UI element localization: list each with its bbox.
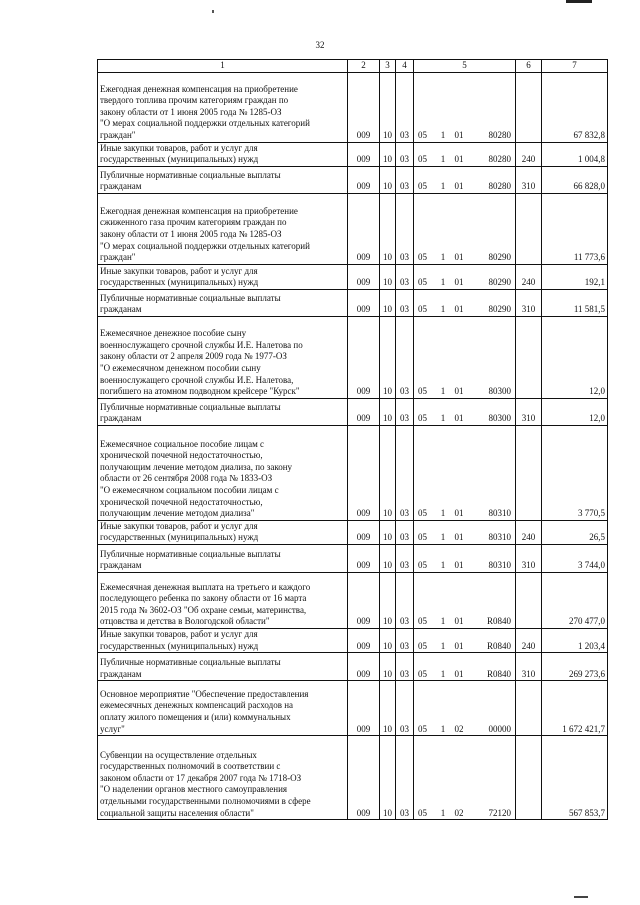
ministry-code: 009	[348, 425, 380, 520]
row-description: Ежемесячное социальное пособие лицам с хронической почечной недостаточностью, получающим лечение методом диализа, по закону области от 26 сентября 2008 года № 1833-ОЗ "О ежемесячном социальном пособии лицам с хронической почечной недостаточностью, получающим лечение методом диализа"	[98, 425, 348, 520]
target-article-code	[414, 520, 516, 544]
target-article-parts	[416, 508, 513, 520]
ministry-code: 009	[348, 72, 380, 142]
code-part: 05	[418, 252, 427, 263]
code-part: 01	[454, 532, 464, 543]
code-part: 80310	[488, 560, 511, 571]
code-part: 05	[418, 130, 427, 140]
row-description: Публичные нормативные социальные выплаты гражданам	[98, 653, 348, 681]
amount-value: 269 273,6	[542, 653, 608, 681]
code-part: 01	[454, 252, 464, 263]
section-code: 10	[380, 544, 396, 572]
code-part: 05	[418, 616, 427, 627]
code-part: 05	[418, 181, 427, 192]
code-part: 80310	[488, 532, 511, 543]
code-part: 1	[440, 304, 446, 315]
row-description: Иные закупки товаров, работ и услуг для государственных (муниципальных) нужд	[98, 264, 348, 289]
code-part: 01	[454, 154, 464, 165]
target-article-parts	[416, 130, 513, 142]
row-description: Субвенции на осуществление отдельных государственных полномочий в соответствии с законом области от 17 декабря 2007 года № 1718-ОЗ "О наделении органов местного самоуправления отдельными государственными полномочиями в сфере социальной защиты населения области"	[98, 736, 348, 820]
target-article-code	[414, 289, 516, 316]
table-row	[98, 425, 608, 520]
row-description: Иные закупки товаров, работ и услуг для государственных (муниципальных) нужд	[98, 520, 348, 544]
expense-type-code	[516, 736, 542, 820]
code-part: 1	[440, 413, 446, 424]
ministry-code: 009	[348, 544, 380, 572]
subsection-code: 03	[396, 72, 414, 142]
code-part: 1	[440, 130, 446, 140]
expense-type-code: 240	[516, 520, 542, 544]
code-part: 1	[440, 640, 446, 651]
row-description: Ежегодная денежная компенсация на приобретение твердого топлива прочим категориям граждан по закону области от 1 июня 2005 года № 1285-ОЗ "О мерах социальной поддержки отдельных категорий граждан"	[98, 72, 348, 142]
section-code: 10	[380, 193, 396, 264]
table-row	[98, 142, 608, 166]
target-article-parts	[416, 386, 513, 398]
code-part: 1	[440, 807, 446, 818]
ministry-code: 009	[348, 264, 380, 289]
ministry-code: 009	[348, 572, 380, 628]
table-row	[98, 653, 608, 681]
target-article-parts	[416, 669, 513, 681]
table-row	[98, 681, 608, 736]
row-description: Иные закупки товаров, работ и услуг для государственных (муниципальных) нужд	[98, 142, 348, 166]
target-article-parts	[416, 154, 513, 166]
code-part: 01	[454, 508, 464, 519]
target-article-code	[414, 628, 516, 652]
subsection-code: 03	[396, 193, 414, 264]
row-description: Публичные нормативные социальные выплаты гражданам	[98, 289, 348, 316]
row-description: Публичные нормативные социальные выплаты гражданам	[98, 166, 348, 193]
code-part: 05	[418, 277, 427, 288]
target-article-code	[414, 425, 516, 520]
section-code: 10	[380, 653, 396, 681]
section-code: 10	[380, 398, 396, 425]
code-part: 1	[440, 668, 446, 679]
subsection-code: 03	[396, 425, 414, 520]
section-code: 10	[380, 142, 396, 166]
target-article-code	[414, 572, 516, 628]
scan-artifact	[566, 0, 592, 3]
subsection-code: 03	[396, 520, 414, 544]
target-article-code	[414, 544, 516, 572]
section-code: 10	[380, 520, 396, 544]
code-part: 02	[454, 807, 464, 818]
section-code: 10	[380, 736, 396, 820]
target-article-parts	[416, 808, 513, 820]
code-part: 05	[418, 723, 427, 734]
target-article-parts	[416, 181, 513, 193]
target-article-parts	[416, 532, 513, 544]
section-code: 10	[380, 289, 396, 316]
code-part: 1	[440, 616, 446, 627]
target-article-parts	[416, 413, 513, 425]
code-part: 01	[454, 668, 464, 679]
code-part: 80280	[488, 130, 511, 140]
subsection-code: 03	[396, 398, 414, 425]
subsection-code: 03	[396, 653, 414, 681]
column-header: 3	[380, 60, 396, 73]
code-part: 05	[418, 304, 427, 315]
table-row	[98, 520, 608, 544]
code-part: 01	[454, 560, 464, 571]
ministry-code: 009	[348, 166, 380, 193]
expense-type-code: 310	[516, 289, 542, 316]
amount-value: 11 581,5	[542, 289, 608, 316]
table-row	[98, 72, 608, 142]
amount-value: 1 672 421,7	[542, 681, 608, 736]
expense-type-code	[516, 193, 542, 264]
code-part: 80290	[488, 304, 511, 315]
code-part: 80280	[488, 154, 511, 165]
code-part: 1	[440, 560, 446, 571]
column-header: 4	[396, 60, 414, 73]
subsection-code: 03	[396, 142, 414, 166]
expense-type-code: 310	[516, 544, 542, 572]
column-header: 5	[414, 60, 516, 73]
expense-type-code: 240	[516, 142, 542, 166]
row-description: Иные закупки товаров, работ и услуг для государственных (муниципальных) нужд	[98, 628, 348, 652]
code-part: 05	[418, 154, 427, 165]
scan-artifact	[212, 10, 214, 13]
target-article-parts	[416, 641, 513, 653]
code-part: 1	[440, 386, 446, 397]
row-description: Основное мероприятие "Обеспечение предоставления ежемесячных денежных компенсаций расходов на оплату жилого помещения и (или) коммунальных услуг"	[98, 681, 348, 736]
amount-value: 12,0	[542, 316, 608, 398]
ministry-code: 009	[348, 398, 380, 425]
amount-value: 11 773,6	[542, 193, 608, 264]
row-description: Ежегодная денежная компенсация на приобретение сжиженного газа прочим категориям граждан по закону области от 1 июня 2005 года № 1285-ОЗ "О мерах социальной поддержки отдельных категорий граждан"	[98, 193, 348, 264]
section-code: 10	[380, 316, 396, 398]
code-part: R0840	[486, 616, 511, 627]
ministry-code: 009	[348, 628, 380, 652]
code-part: 05	[418, 668, 427, 679]
ministry-code: 009	[348, 520, 380, 544]
expense-type-code: 240	[516, 628, 542, 652]
table-row	[98, 628, 608, 652]
section-code: 10	[380, 681, 396, 736]
amount-value: 26,5	[542, 520, 608, 544]
target-article-parts	[416, 724, 513, 736]
target-article-code	[414, 193, 516, 264]
subsection-code: 03	[396, 166, 414, 193]
code-part: 01	[454, 181, 464, 192]
table-header-row	[98, 60, 608, 73]
code-part: 01	[454, 304, 464, 315]
table-row	[98, 193, 608, 264]
amount-value: 1 203,4	[542, 628, 608, 652]
code-part: 1	[440, 723, 446, 734]
ministry-code: 009	[348, 681, 380, 736]
code-part: 01	[454, 130, 464, 140]
row-description: Ежемесячное денежное пособие сыну военнослужащего срочной службы И.Е. Налетова по закону области от 2 апреля 2009 года № 1977-ОЗ "О ежемесячном денежном пособии сыну военнослужащего срочной службы И.Е. Налетова, погибшего на атомном подводном крейсере "Курск"	[98, 316, 348, 398]
code-part: 01	[454, 616, 464, 627]
subsection-code: 03	[396, 572, 414, 628]
expense-type-code	[516, 72, 542, 142]
target-article-code	[414, 264, 516, 289]
subsection-code: 03	[396, 316, 414, 398]
section-code: 10	[380, 572, 396, 628]
column-header: 6	[516, 60, 542, 73]
code-part: R0840	[486, 640, 511, 651]
ministry-code: 009	[348, 289, 380, 316]
target-article-code	[414, 316, 516, 398]
target-article-code	[414, 142, 516, 166]
code-part: 1	[440, 181, 446, 192]
section-code: 10	[380, 166, 396, 193]
code-part: 72120	[488, 807, 511, 818]
amount-value: 3 770,5	[542, 425, 608, 520]
expense-type-code: 240	[516, 264, 542, 289]
expense-type-code: 310	[516, 398, 542, 425]
code-part: 05	[418, 413, 427, 424]
code-part: 01	[454, 277, 464, 288]
row-description: Ежемесячная денежная выплата на третьего и каждого последующего ребенка по закону области от 16 марта 2015 года № 3602-ОЗ "Об охране семьи, материнства, отцовства и детства в Вологодской области"	[98, 572, 348, 628]
table-row	[98, 289, 608, 316]
code-part: 80300	[488, 386, 511, 397]
target-article-code	[414, 681, 516, 736]
ministry-code: 009	[348, 316, 380, 398]
amount-value: 3 744,0	[542, 544, 608, 572]
expense-type-code	[516, 681, 542, 736]
code-part: 1	[440, 252, 446, 263]
expense-type-code: 310	[516, 166, 542, 193]
table-row	[98, 316, 608, 398]
amount-value: 567 853,7	[542, 736, 608, 820]
expense-type-code	[516, 425, 542, 520]
code-part: 05	[418, 640, 427, 651]
table-row	[98, 166, 608, 193]
code-part: 1	[440, 508, 446, 519]
subsection-code: 03	[396, 681, 414, 736]
column-header: 2	[348, 60, 380, 73]
amount-value: 66 828,0	[542, 166, 608, 193]
target-article-parts	[416, 252, 513, 264]
target-article-parts	[416, 560, 513, 572]
subsection-code: 03	[396, 736, 414, 820]
table-row	[98, 264, 608, 289]
code-part: 1	[440, 532, 446, 543]
target-article-parts	[416, 616, 513, 628]
code-part: 01	[454, 640, 464, 651]
table-row	[98, 572, 608, 628]
target-article-parts	[416, 304, 513, 316]
code-part: 80290	[488, 277, 511, 288]
row-description: Публичные нормативные социальные выплаты гражданам	[98, 544, 348, 572]
table-row	[98, 736, 608, 820]
expense-type-code	[516, 572, 542, 628]
row-description: Публичные нормативные социальные выплаты гражданам	[98, 398, 348, 425]
ministry-code: 009	[348, 193, 380, 264]
ministry-code: 009	[348, 142, 380, 166]
code-part: 01	[454, 386, 464, 397]
section-code: 10	[380, 628, 396, 652]
subsection-code: 03	[396, 289, 414, 316]
target-article-code	[414, 653, 516, 681]
code-part: 80310	[488, 508, 511, 519]
subsection-code: 03	[396, 544, 414, 572]
code-part: 02	[454, 723, 464, 734]
ministry-code: 009	[348, 653, 380, 681]
section-code: 10	[380, 425, 396, 520]
target-article-code	[414, 166, 516, 193]
amount-value: 12,0	[542, 398, 608, 425]
expense-type-code: 310	[516, 653, 542, 681]
subsection-code: 03	[396, 628, 414, 652]
code-part: 80290	[488, 252, 511, 263]
scan-artifact	[574, 896, 588, 898]
column-header: 7	[542, 60, 608, 73]
amount-value: 270 477,0	[542, 572, 608, 628]
code-part: 05	[418, 532, 427, 543]
code-part: 05	[418, 807, 427, 818]
code-part: 1	[440, 277, 446, 288]
page-number: 32	[315, 40, 325, 50]
code-part: R0840	[486, 668, 511, 679]
expense-type-code	[516, 316, 542, 398]
code-part: 1	[440, 154, 446, 165]
section-code: 10	[380, 72, 396, 142]
target-article-code	[414, 736, 516, 820]
code-part: 80280	[488, 181, 511, 192]
target-article-code	[414, 72, 516, 142]
subsection-code: 03	[396, 264, 414, 289]
target-article-parts	[416, 277, 513, 289]
table-row	[98, 398, 608, 425]
amount-value: 67 832,8	[542, 72, 608, 142]
code-part: 05	[418, 386, 427, 397]
ministry-code: 009	[348, 736, 380, 820]
column-header: 1	[98, 60, 348, 73]
table-row	[98, 544, 608, 572]
section-code: 10	[380, 264, 396, 289]
code-part: 05	[418, 560, 427, 571]
code-part: 00000	[488, 723, 511, 734]
code-part: 01	[454, 413, 464, 424]
code-part: 80300	[488, 413, 511, 424]
code-part: 05	[418, 508, 427, 519]
target-article-code	[414, 398, 516, 425]
amount-value: 192,1	[542, 264, 608, 289]
budget-table	[97, 59, 608, 820]
amount-value: 1 004,8	[542, 142, 608, 166]
